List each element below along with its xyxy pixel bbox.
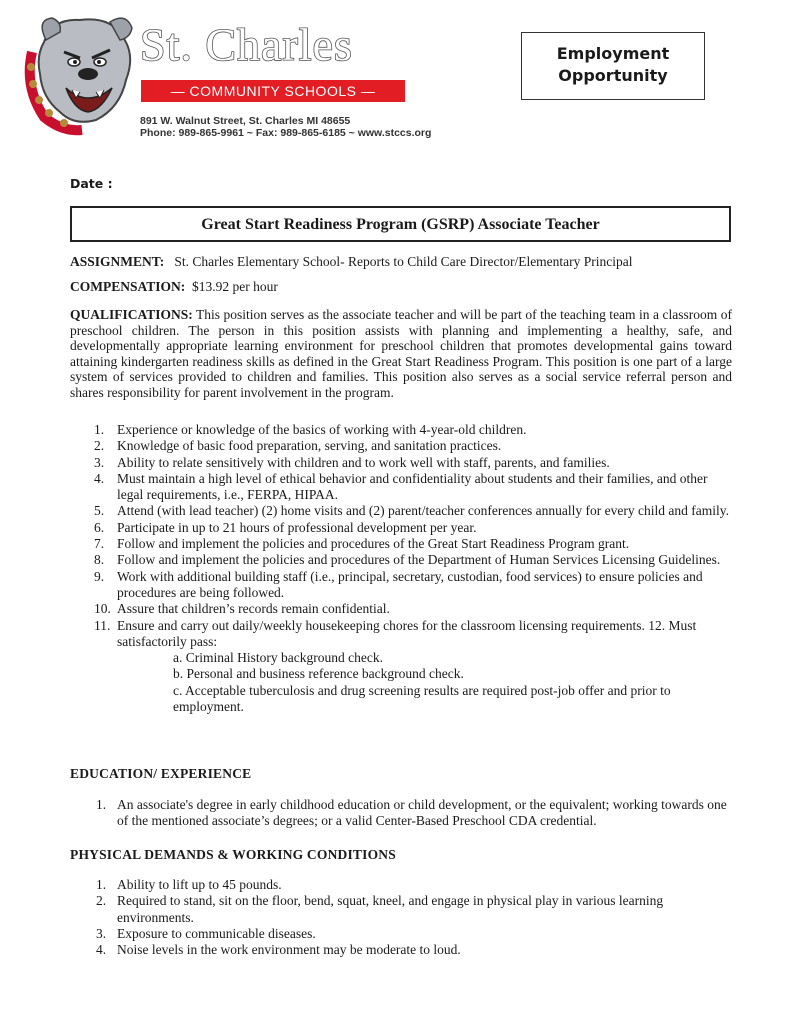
job-title: Great Start Readiness Program (GSRP) Associate Teacher bbox=[70, 206, 731, 242]
assignment-value: St. Charles Elementary School- Reports to Child Care Director/Elementary Principal bbox=[174, 254, 633, 269]
employment-box-line1: Employment bbox=[556, 44, 670, 63]
bulldog-logo bbox=[22, 12, 138, 138]
list-item: 11. Ensure and carry out daily/weekly housekeeping chores for the classroom licensing requirements. 12. Must satisfactorily pass: a. Criminal History background check. b. Personal and business reference background check. c. Acceptable tuberculosis and drug screening results are required post-job offer and prior to employment. bbox=[70, 618, 730, 716]
list-item: 3. Ability to relate sensitively with children and to work well with staff, parents, and families. bbox=[94, 454, 610, 470]
list-item: 1. An associate's degree in early childhood education or child development, or the equivalent; working towards one of the mentioned associate’s degrees; or a valid Center-Based Preschool CDA credential. bbox=[96, 797, 727, 829]
education-list bbox=[70, 797, 730, 830]
list-item: 6. Participate in up to 21 hours of professional development per year. bbox=[94, 519, 477, 535]
school-name: St. Charles bbox=[140, 19, 353, 70]
date-label: Date : bbox=[70, 176, 113, 191]
contact-info: Phone: 989-865-9961 ~ Fax: 989-865-6185 ~ www.stccs.org bbox=[140, 127, 432, 139]
background-check-sub-item: b. Personal and business reference background check. bbox=[173, 666, 464, 682]
compensation-value: $13.92 per hour bbox=[192, 279, 278, 294]
qualifications-label: QUALIFICATIONS: bbox=[70, 307, 193, 322]
employment-box-line2: Opportunity bbox=[558, 66, 668, 85]
street-address: 891 W. Walnut Street, St. Charles MI 48655 bbox=[140, 115, 351, 127]
list-item: 5. Attend (with lead teacher) (2) home visits and (2) parent/teacher conferences annually for every child and family. bbox=[94, 503, 729, 519]
list-item: 8. Follow and implement the policies and procedures of the Department of Human Services Licensing Guidelines. bbox=[94, 552, 721, 568]
list-item: 10. Assure that children’s records remain confidential. bbox=[94, 601, 390, 617]
list-item: 4. Noise levels in the work environment may be moderate to loud. bbox=[96, 942, 461, 958]
list-item: 3. Exposure to communicable diseases. bbox=[96, 925, 316, 941]
background-check-sub-item: a. Criminal History background check. bbox=[173, 650, 383, 666]
list-item: 4. Must maintain a high level of ethical behavior and confidentiality about students and their families, and other legal requirements, i.e., FERPA, HIPAA. bbox=[94, 470, 708, 503]
assignment-label: ASSIGNMENT: bbox=[70, 254, 165, 269]
requirements-list bbox=[70, 422, 730, 715]
list-item: 7. Follow and implement the policies and procedures of the Great Start Readiness Program grant. bbox=[94, 536, 630, 552]
list-item: 1. Experience or knowledge of the basics of working with 4-year-old children. bbox=[94, 422, 527, 437]
qualifications-text: This position serves as the associate teacher and will be part of the teaching team in a classroom of preschool children. The person in this position assists with planning and implementing a healthy, safe, and developmentally appropriate learning environment for preschool children that promotes developmental gains toward attaining kindergarten readiness skills as defined in the Great Start Readiness Program. This position is one part of a large system of services provided to children and families. This position also serves as a social service referral person and shares responsibility for parent involvement in the program. bbox=[70, 307, 733, 400]
physical-demands-list bbox=[70, 877, 730, 958]
list-item: 2. Required to stand, sit on the floor, bend, squat, kneel, and engage in physical play in various learning environments. bbox=[96, 893, 664, 925]
assignment-line bbox=[70, 254, 633, 270]
employment-opportunity-box bbox=[521, 32, 705, 100]
compensation-line bbox=[70, 279, 278, 295]
education-heading: EDUCATION/ EXPERIENCE bbox=[70, 766, 252, 781]
qualifications-paragraph bbox=[70, 307, 732, 401]
list-item: 1. Ability to lift up to 45 pounds. bbox=[96, 877, 282, 892]
physical-demands-heading: PHYSICAL DEMANDS & WORKING CONDITIONS bbox=[70, 847, 396, 862]
list-item: 2. Knowledge of basic food preparation, serving, and sanitation practices. bbox=[94, 438, 502, 454]
compensation-label: COMPENSATION: bbox=[70, 279, 186, 294]
background-check-sub-item: c. Acceptable tuberculosis and drug screening results are required post-job offer and prior to employment. bbox=[173, 682, 671, 715]
list-item: 9. Work with additional building staff (i.e., principal, secretary, custodian, food services) to ensure policies and procedures are being followed. bbox=[94, 568, 703, 600]
community-schools-banner: — COMMUNITY SCHOOLS — bbox=[141, 80, 405, 102]
school-address bbox=[140, 115, 431, 139]
